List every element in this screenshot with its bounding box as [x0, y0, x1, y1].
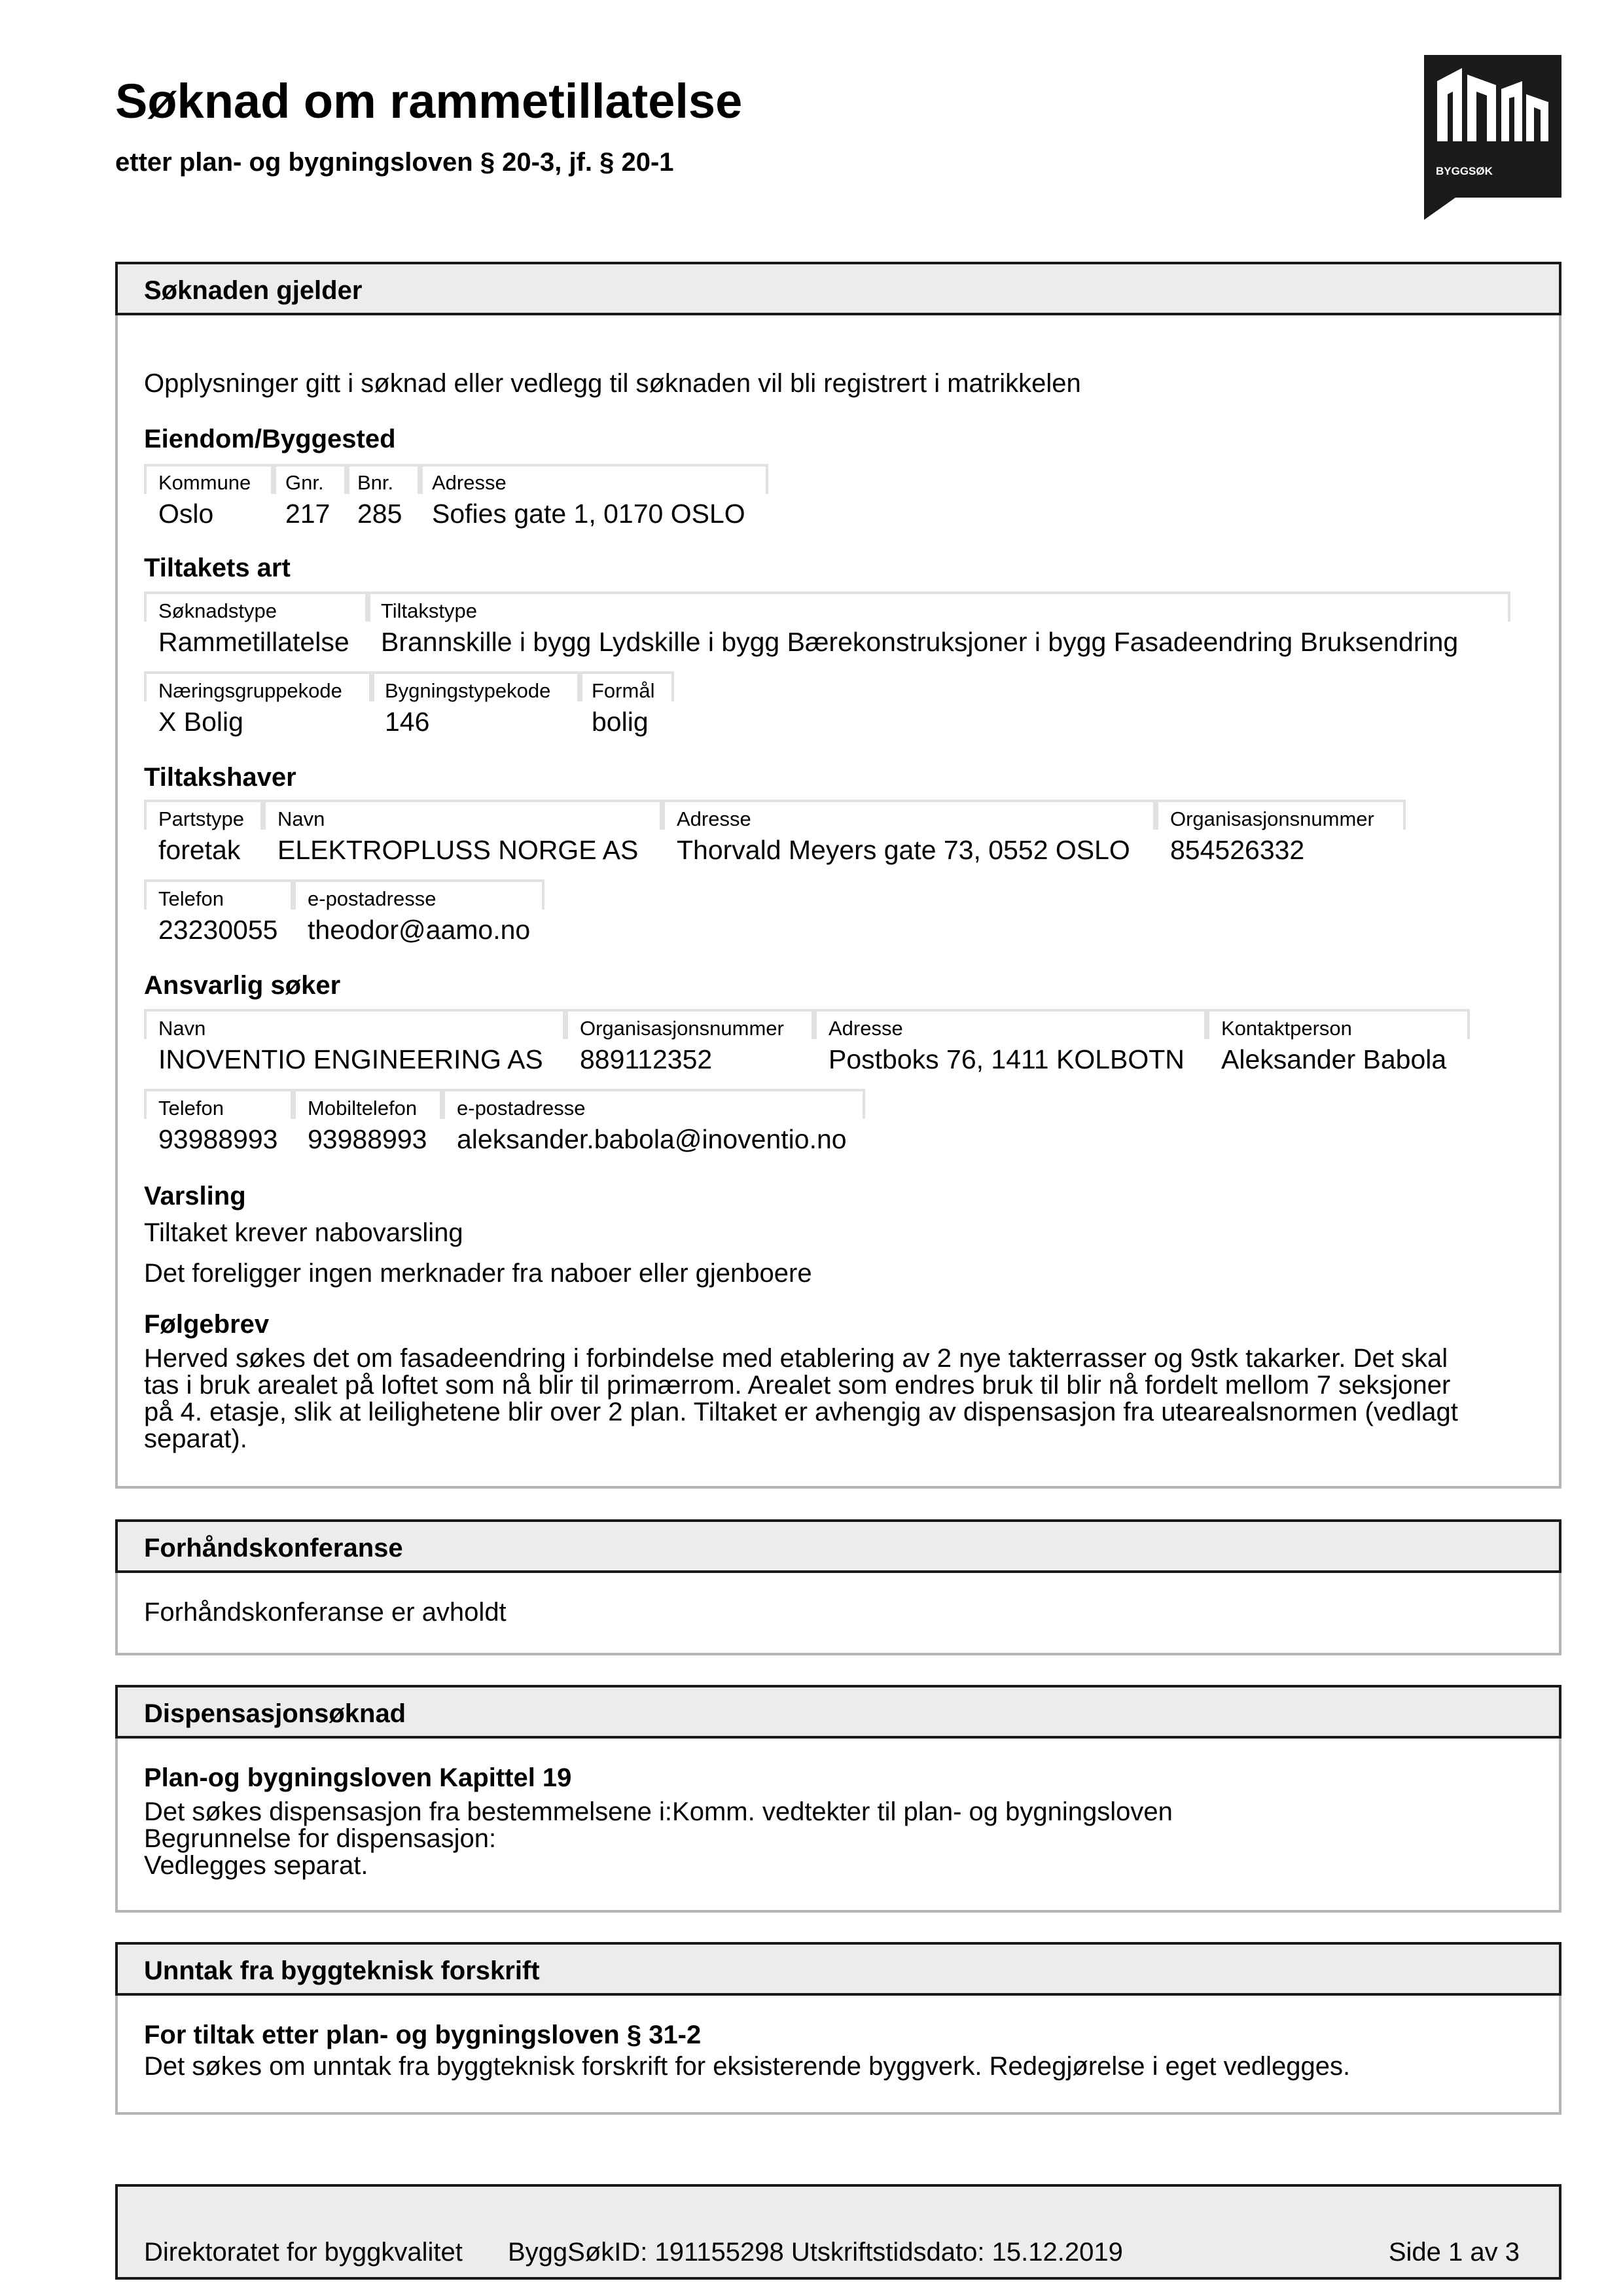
value-telefon: 93988993 [158, 1124, 278, 1154]
value-naeringsgruppekode: X Bolig [158, 707, 243, 737]
value-gnr: 217 [285, 499, 330, 529]
folgebrev-heading: Følgebrev [144, 1310, 270, 1339]
dispensasjon-subheading: Plan-og bygningsloven Kapittel 19 [144, 1763, 572, 1792]
label-bygningstypekode: Bygningstypekode [385, 679, 551, 702]
section-soknaden-gjelder [115, 262, 1561, 1489]
label-adresse: Adresse [677, 807, 751, 830]
label-soknadstype: Søknadstype [158, 599, 277, 622]
value-mobiltelefon: 93988993 [308, 1124, 427, 1154]
tiltak-heading: Tiltakets art [144, 554, 291, 582]
label-organisasjonsnummer: Organisasjonsnummer [1170, 807, 1374, 830]
section-header [115, 1685, 1561, 1739]
value-kommune: Oslo [158, 499, 214, 529]
label-organisasjonsnummer: Organisasjonsnummer [580, 1017, 784, 1040]
value-epost: theodor@aamo.no [308, 915, 531, 945]
folgebrev-line-1: Herved søkes det om fasadeendring i forbindelse med etablering av 2 nye takterrasser og 9stk takarker. Det skal [144, 1344, 1448, 1373]
value-bygningstypekode: 146 [385, 707, 430, 737]
logo-tail [1424, 198, 1455, 220]
label-formal: Formål [592, 679, 655, 702]
unntak-subheading: For tiltak etter plan- og bygningsloven § 31-2 [144, 2021, 702, 2049]
folgebrev-line-2: tas i bruk arealet på loftet som nå blir til primærrom. Arealet som endres bruk til blir nå fordelt mellom 7 seksjoner [144, 1371, 1451, 1400]
value-navn: ELEKTROPLUSS NORGE AS [277, 835, 639, 865]
value-adresse: Sofies gate 1, 0170 OSLO [432, 499, 745, 529]
page-subtitle: etter plan- og bygningsloven § 20-3, jf. § 20-1 [115, 148, 674, 177]
label-navn: Navn [158, 1017, 206, 1040]
label-tiltakstype: Tiltakstype [381, 599, 478, 622]
label-gnr: Gnr. [285, 471, 324, 494]
section-header [115, 262, 1561, 315]
footer-org: Direktoratet for byggkvalitet [144, 2238, 463, 2267]
tiltakshaver-heading: Tiltakshaver [144, 763, 296, 792]
forhandskonferanse-text: Forhåndskonferanse er avholdt [144, 1598, 507, 1627]
section-header [115, 1942, 1561, 1996]
varsling-heading: Varsling [144, 1182, 246, 1210]
folgebrev-line-3: på 4. etasje, slik at leilighetene blir over 2 plan. Tiltaket er avhengig av dispensasjon fra utearealsnormen (vedlagt [144, 1398, 1458, 1426]
varsling-line-1: Tiltaket krever nabovarsling [144, 1218, 463, 1247]
value-soknadstype: Rammetillatelse [158, 627, 349, 657]
value-organisasjonsnummer: 889112352 [580, 1044, 713, 1074]
dispensasjon-line-2: Begrunnelse for dispensasjon: [144, 1824, 497, 1853]
footer-id-date: ByggSøkID: 191155298 Utskriftstidsdato: 15.12.2019 [508, 2238, 1123, 2267]
value-adresse: Thorvald Meyers gate 73, 0552 OSLO [677, 835, 1130, 865]
byggsok-logo [1424, 55, 1561, 198]
section-header [115, 1519, 1561, 1573]
unntak-text: Det søkes om unntak fra byggteknisk forskrift for eksisterende byggverk. Redegjørelse i eget vedlegges. [144, 2052, 1351, 2081]
section-title: Forhåndskonferanse [144, 1534, 403, 1563]
eiendom-heading: Eiendom/Byggested [144, 425, 396, 453]
value-formal: bolig [592, 707, 649, 737]
value-telefon: 23230055 [158, 915, 278, 945]
section-title: Søknaden gjelder [144, 276, 363, 305]
value-tiltakstype: Brannskille i bygg Lydskille i bygg Bærekonstruksjoner i bygg Fasadeendring Bruksendring [381, 627, 1459, 657]
value-partstype: foretak [158, 835, 241, 865]
label-kommune: Kommune [158, 471, 251, 494]
label-epost: e-postadresse [308, 887, 437, 910]
value-organisasjonsnummer: 854526332 [1170, 835, 1305, 865]
value-bnr: 285 [357, 499, 402, 529]
section-title: Unntak fra byggteknisk forskrift [144, 1956, 540, 1985]
section-title: Dispensasjonsøknad [144, 1699, 406, 1728]
label-telefon: Telefon [158, 1097, 224, 1120]
label-kontaktperson: Kontaktperson [1221, 1017, 1352, 1040]
varsling-line-2: Det foreligger ingen merknader fra naboer eller gjenboere [144, 1259, 812, 1288]
tiltak-cell-tiltakstype [368, 592, 1510, 622]
section-dispensasjonsoknad [115, 1685, 1561, 1913]
label-adresse: Adresse [432, 471, 507, 494]
ansvarlig-cell-navn [144, 1009, 565, 1039]
label-mobiltelefon: Mobiltelefon [308, 1097, 418, 1120]
value-adresse: Postboks 76, 1411 KOLBOTN [829, 1044, 1185, 1074]
section-forhandskonferanse [115, 1519, 1561, 1655]
label-partstype: Partstype [158, 807, 244, 830]
dispensasjon-line-3: Vedlegges separat. [144, 1851, 368, 1880]
ansvarlig-heading: Ansvarlig søker [144, 971, 341, 1000]
label-bnr: Bnr. [357, 471, 394, 494]
page-title: Søknad om rammetillatelse [115, 74, 743, 128]
label-adresse: Adresse [829, 1017, 903, 1040]
label-navn: Navn [277, 807, 325, 830]
matrikkel-notice: Opplysninger gitt i søknad eller vedlegg til søknaden vil bli registrert i matrikkelen [144, 369, 1081, 398]
label-epost: e-postadresse [457, 1097, 586, 1120]
label-telefon: Telefon [158, 887, 224, 910]
footer-page-number: Side 1 av 3 [1388, 2238, 1520, 2267]
section-unntak [115, 1942, 1561, 2115]
page-footer [115, 2184, 1561, 2280]
logo-text: BYGGSØK [1436, 165, 1493, 177]
building-logo-icon [1424, 55, 1561, 153]
value-epost: aleksander.babola@inoventio.no [457, 1124, 847, 1154]
folgebrev-line-4: separat). [144, 1424, 247, 1453]
label-naeringsgruppekode: Næringsgruppekode [158, 679, 342, 702]
dispensasjon-line-1: Det søkes dispensasjon fra bestemmelsene i:Komm. vedtekter til plan- og bygningsloven [144, 1797, 1173, 1826]
value-navn: INOVENTIO ENGINEERING AS [158, 1044, 543, 1074]
value-kontaktperson: Aleksander Babola [1221, 1044, 1447, 1074]
